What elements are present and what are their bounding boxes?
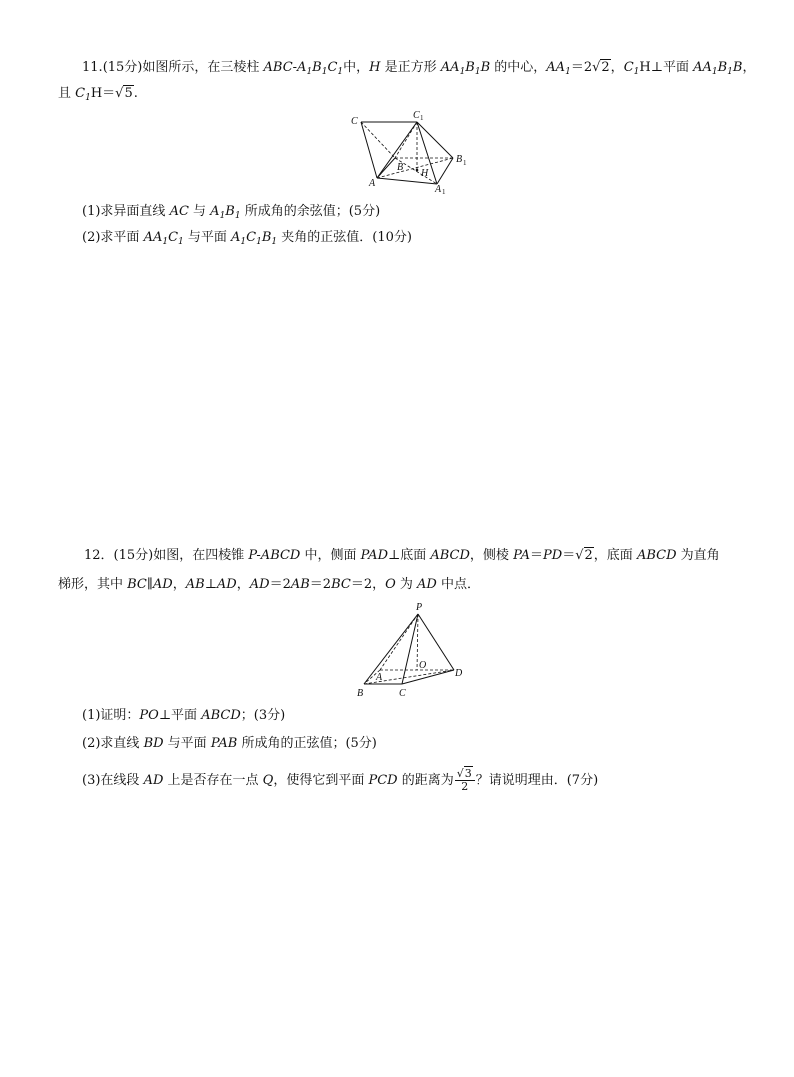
segment-ad: AD — [216, 577, 237, 592]
q11-sub-text: 与 — [188, 204, 211, 219]
q12-sub-text: 上是否存在一点 — [163, 773, 263, 788]
segment-ab: AB — [185, 577, 205, 592]
prism-name: ABC-$A_1B_1C_1$ — [263, 60, 344, 77]
pyramid-figure — [352, 600, 472, 702]
q12-sub-text: ？请说明理由．(7分) — [475, 773, 599, 788]
edge-a1-b1 — [437, 158, 453, 184]
sqrt-2: √2 — [592, 60, 610, 75]
q12-text: ， — [172, 577, 186, 592]
edge-p-o — [417, 614, 418, 670]
label-b1-sub: 1 — [463, 159, 467, 167]
point-q: Q — [262, 773, 274, 788]
face-pad: PAD — [360, 548, 388, 563]
plane-pcd: PCD — [368, 773, 398, 788]
segment-aa1: $AA_1$ — [546, 60, 571, 77]
q12-text: 为 — [395, 577, 418, 592]
q12-sub-text: (2)求直线 — [82, 736, 144, 751]
label-o: O — [419, 660, 427, 671]
edge-pd: PD — [543, 548, 563, 563]
sqrt-5: √5 — [115, 86, 133, 101]
q11-text: 中， — [343, 60, 370, 75]
q12-number: 12． — [84, 548, 114, 563]
q12-text: 中，侧面 — [300, 548, 361, 563]
base-abcd: ABCD — [430, 548, 470, 563]
label-b: B — [397, 162, 404, 173]
q11-sub-text: 所成角的余弦值；(5分) — [240, 204, 381, 219]
point-h: H — [369, 60, 381, 75]
square-name: $AA_1B_1B$ — [440, 60, 491, 77]
label-a: A — [369, 178, 376, 189]
q11-text: 且 — [58, 86, 76, 101]
label-b: B — [357, 688, 364, 699]
q12-sub-text: (3)在线段 — [82, 773, 144, 788]
label-a1-sub: 1 — [442, 188, 446, 194]
q12-sub-text: 所成角的正弦值；(5分) — [237, 736, 377, 751]
segment-po: PO — [139, 708, 159, 723]
segment-ad: AD — [152, 577, 173, 592]
q12-text: ⊥底面 — [388, 548, 431, 563]
q12-sub-text: 与平面 — [163, 736, 211, 751]
diag-a-b1 — [377, 158, 453, 178]
q11-text: 是正方形 — [380, 60, 441, 75]
q12-line-1 — [84, 547, 720, 565]
q11-number: 11. — [82, 60, 103, 75]
segment-ad: AD — [417, 577, 437, 592]
q11-score: (15分) — [102, 60, 143, 75]
q12-text: ＝2 — [269, 577, 291, 592]
label-a1: A — [435, 184, 442, 194]
edge-p-a — [380, 614, 418, 670]
q12-text: 为直角 — [676, 548, 720, 563]
q12-sub1 — [82, 707, 285, 725]
q11-sub-text: 夹角的正弦值．(10分) — [277, 230, 412, 245]
base-abcd: ABCD — [636, 548, 677, 563]
segment-ab: AB — [290, 577, 310, 592]
q11-sub2 — [82, 229, 412, 247]
segment-ad: AD — [249, 577, 270, 592]
q12-text: ，底面 — [593, 548, 637, 563]
q11-sub-text: (1)求异面直线 — [82, 204, 170, 219]
sqrt-2: √2 — [575, 548, 593, 563]
q12-sub-text: ；(3分) — [240, 708, 286, 723]
segment-c1h: $C_1$ — [75, 86, 91, 103]
point-o: O — [385, 577, 396, 592]
pyramid-name: P-ABCD — [248, 548, 301, 563]
q11-text: 的中心， — [490, 60, 547, 75]
q12-score: (15分) — [113, 548, 154, 563]
plane-a1c1b1: $A_1C_1B_1$ — [231, 230, 278, 247]
q12-text: ＝2， — [350, 577, 386, 592]
plane-abcd: ABCD — [201, 708, 241, 723]
q12-text: 如图，在四棱锥 — [153, 548, 249, 563]
edge-c1-b — [395, 122, 417, 158]
label-h: H — [421, 168, 429, 179]
label-d: D — [455, 668, 463, 679]
label-c1-sub: 1 — [420, 114, 424, 122]
label-p: P — [416, 602, 423, 613]
plane-pab: PAB — [210, 736, 238, 751]
q12-text: ⊥ — [204, 577, 217, 592]
q12-sub-text: ⊥平面 — [158, 708, 202, 723]
label-c1: C — [413, 110, 420, 121]
edge-pa: PA — [513, 548, 531, 563]
q12-text: ＝2 — [309, 577, 332, 592]
prism-figure — [345, 108, 475, 194]
q11-text: ＝2 — [570, 60, 593, 75]
edge-a-b — [377, 158, 395, 178]
q12-text: 梯形，其中 — [58, 577, 128, 592]
q11-text: H＝ — [90, 86, 116, 101]
line-a1b1: $A_1B_1$ — [210, 204, 241, 221]
q12-text: ， — [236, 577, 250, 592]
point-h-dot — [416, 169, 419, 172]
line-bd: BD — [143, 736, 164, 751]
segment-bc: BC — [127, 577, 147, 592]
q11-text: . — [133, 86, 138, 101]
q12-text: ，侧棱 — [469, 548, 514, 563]
label-c: C — [351, 116, 358, 127]
line-ac: AC — [169, 204, 189, 219]
segment-c1h: $C_1$ — [623, 60, 640, 77]
label-a: A — [376, 672, 383, 683]
q12-text: ＝ — [562, 548, 576, 563]
q11-sub-text: 与平面 — [183, 230, 232, 245]
fraction-sqrt3-over-2: $\frac{√3}{2}$ — [455, 768, 475, 793]
q11-text: 如图所示，在三棱柱 — [142, 60, 264, 75]
q12-text: ＝ — [530, 548, 544, 563]
q12-sub-text: 的距离为 — [397, 773, 454, 788]
q11-line-2 — [58, 85, 138, 103]
q12-sub2 — [82, 735, 377, 753]
label-b1: B — [456, 154, 463, 165]
q11-sub-text: (2)求平面 — [82, 230, 144, 245]
label-c: C — [399, 688, 406, 699]
q12-line-2 — [58, 576, 480, 594]
q12-sub-text: (1)证明： — [82, 708, 140, 723]
q12-sub-text: ，使得它到平面 — [273, 773, 369, 788]
plane-aa1b1b: $AA_1B_1B$ — [693, 60, 743, 77]
segment-ad: AD — [143, 773, 164, 788]
plane-aa1c1: $AA_1C_1$ — [143, 230, 184, 247]
q11-line-1: 11.(15分)如图所示，在三棱柱 ABC-$A_1B_1C_1$中，H 是正方形 $AA_1B_1B$ 的中心，$AA_1=2√2$，$C_1H\perp$平面 $AA_1B_1B$， — [82, 60, 756, 77]
q12-text: 中点． — [436, 577, 480, 592]
q12-sub3 — [82, 768, 598, 794]
q11-sub1 — [82, 203, 380, 221]
q12-text: ∥ — [146, 577, 153, 592]
q11-text: H⊥平面 — [639, 60, 694, 75]
segment-bc: BC — [331, 577, 351, 592]
